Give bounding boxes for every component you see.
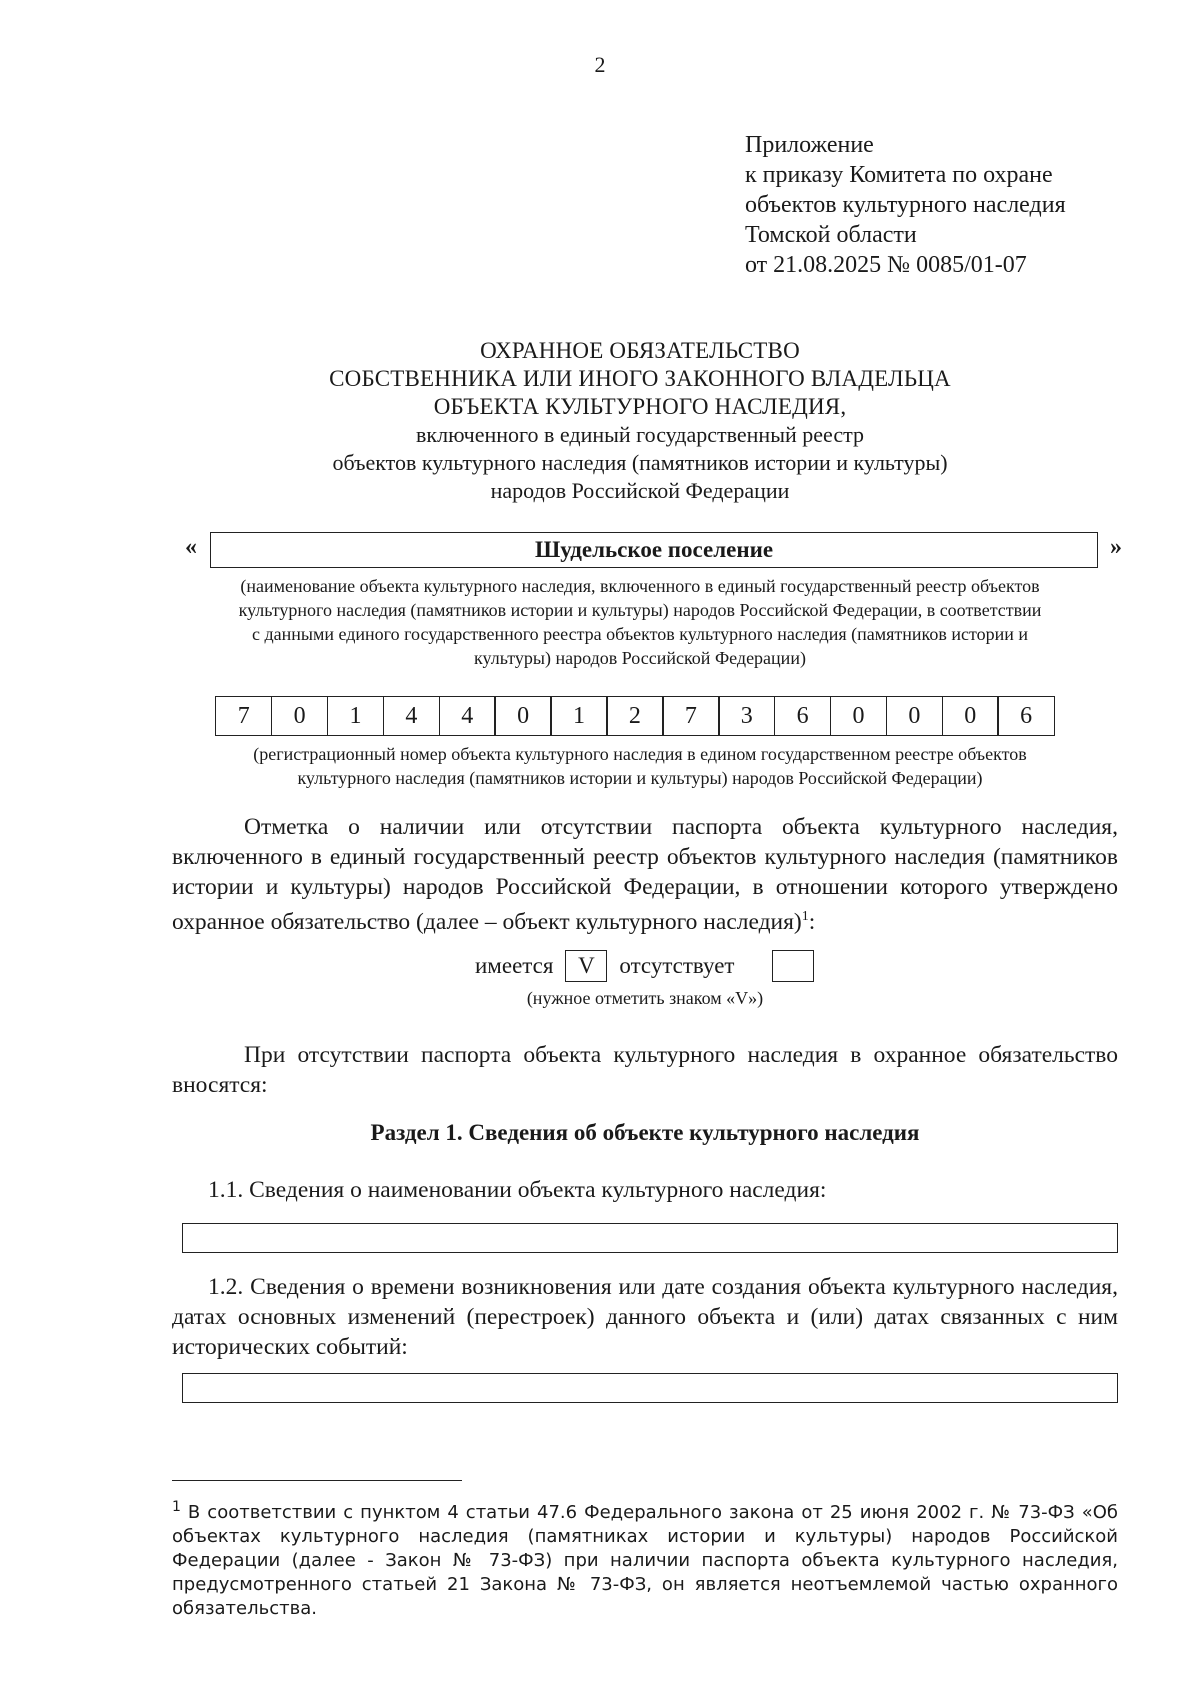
reg-digit-cell[interactable]: 3: [718, 696, 775, 736]
caption-line: (наименование объекта культурного наследия, включенного в единый государственный реестр объектов: [240, 576, 1040, 596]
passport-paragraph-text: Отметка о наличии или отсутствии паспорта объекта культурного наследия, включенного в единый государственный реестр объектов культурного наследия (памятников истории и культуры) народов Российской Федерации, в отношении которого утверждено охранное обязательство (далее – объект культурного наследия): [172, 814, 1118, 935]
item-1-1-text: 1.1. Сведения о наименовании объекта культурного наследия:: [208, 1177, 827, 1203]
reg-digit-cell[interactable]: 0: [494, 696, 551, 736]
item-1-2: [172, 1272, 1118, 1362]
reg-digit-cell[interactable]: 0: [271, 696, 328, 736]
reg-digit-cell[interactable]: 4: [439, 696, 496, 736]
page-number: 2: [594, 52, 606, 77]
present-checkbox[interactable]: V: [565, 950, 607, 982]
title-line: СОБСТВЕННИКА ИЛИ ИНОГО ЗАКОННОГО ВЛАДЕЛЬЦА: [329, 366, 951, 391]
document-title: [150, 337, 1130, 505]
mark-hint: (нужное отметить знаком «V»): [526, 988, 764, 1008]
registration-caption: [150, 742, 1130, 790]
object-name-field[interactable]: Шудельское поселение: [210, 532, 1098, 568]
reg-digit-cell[interactable]: 7: [662, 696, 719, 736]
reg-digit-cell[interactable]: 1: [327, 696, 384, 736]
title-line: ОХРАННОЕ ОБЯЗАТЕЛЬСТВО: [480, 338, 800, 363]
passport-paragraph: [172, 812, 1118, 937]
title-subline: объектов культурного наследия (памятников истории и культуры): [332, 450, 948, 475]
footnote-divider: [172, 1480, 462, 1481]
close-quote: »: [1110, 534, 1122, 560]
reg-digit-cell[interactable]: 0: [942, 696, 999, 736]
appendix-line: объектов культурного наследия: [745, 192, 1066, 218]
item-1-1-field[interactable]: [182, 1223, 1118, 1253]
registration-number: [215, 696, 1055, 736]
appendix-line: к приказу Комитета по охране: [745, 162, 1053, 188]
caption-line: (регистрационный номер объекта культурного наследия в едином государственном реестре объектов: [253, 744, 1027, 764]
title-subline: включенного в единый государственный реестр: [416, 422, 864, 447]
absence-paragraph: [172, 1040, 1118, 1100]
footnote: [172, 1495, 1118, 1621]
reg-digit-cell[interactable]: 0: [886, 696, 943, 736]
absence-paragraph-text: При отсутствии паспорта объекта культурного наследия в охранное обязательство вносятся:: [172, 1042, 1118, 1098]
caption-line: культурного наследия (памятников истории и культуры) народов Российской Федерации): [297, 768, 983, 788]
paragraph-punctuation: :: [808, 908, 816, 935]
reg-digit-cell[interactable]: 4: [383, 696, 440, 736]
caption-line: культуры) народов Российской Федерации): [474, 648, 806, 668]
reg-digit-cell[interactable]: 6: [774, 696, 831, 736]
footnote-marker: 1: [172, 1499, 181, 1515]
section-1-heading: Раздел 1. Сведения об объекте культурного наследия: [370, 1120, 920, 1145]
absent-checkbox[interactable]: [772, 950, 814, 982]
reg-digit-cell[interactable]: 6: [997, 696, 1054, 736]
reg-digit-cell[interactable]: 2: [606, 696, 663, 736]
passport-mark-row: [475, 950, 814, 982]
appendix-block: [745, 130, 1066, 280]
footnote-text: В соответствии с пунктом 4 статьи 47.6 Федерального закона от 25 июня 2002 г. № 73-ФЗ «Об объектах культурного наследия (памятниках истории и культуры) народов Российской Федерации (далее - Закон № 73-ФЗ) при наличии паспорта объекта культурного наследия, предусмотренного статьей 21 Закона № 73-ФЗ, он является неотъемлемой частью охранного обязательства.: [172, 1502, 1118, 1619]
appendix-line: от 21.08.2025 № 0085/01-07: [745, 252, 1027, 278]
title-line: ОБЪЕКТА КУЛЬТУРНОГО НАСЛЕДИЯ,: [433, 394, 847, 419]
item-1-2-field[interactable]: [182, 1373, 1118, 1403]
reg-digit-cell[interactable]: 0: [830, 696, 887, 736]
present-label: имеется: [475, 953, 554, 978]
open-quote: «: [185, 534, 197, 560]
footnote-ref[interactable]: 1: [801, 909, 809, 924]
absent-label: отсутствует: [619, 953, 735, 978]
reg-digit-cell[interactable]: 7: [215, 696, 272, 736]
appendix-line: Приложение: [745, 132, 874, 158]
caption-line: культурного наследия (памятников истории и культуры) народов Российской Федерации, в соответствии: [238, 600, 1042, 620]
title-subline: народов Российской Федерации: [490, 478, 790, 503]
object-name-caption: [150, 574, 1130, 670]
appendix-line: Томской области: [745, 222, 917, 248]
reg-digit-cell[interactable]: 1: [550, 696, 607, 736]
item-1-1: [172, 1175, 1118, 1205]
caption-line: с данными единого государственного реестра объектов культурного наследия (памятников истории и: [251, 624, 1029, 644]
item-1-2-text: 1.2. Сведения о времени возникновения или дате создания объекта культурного наследия, датах основных изменений (перестроек) данного объекта и (или) датах связанных с ним исторических событий:: [172, 1274, 1118, 1360]
